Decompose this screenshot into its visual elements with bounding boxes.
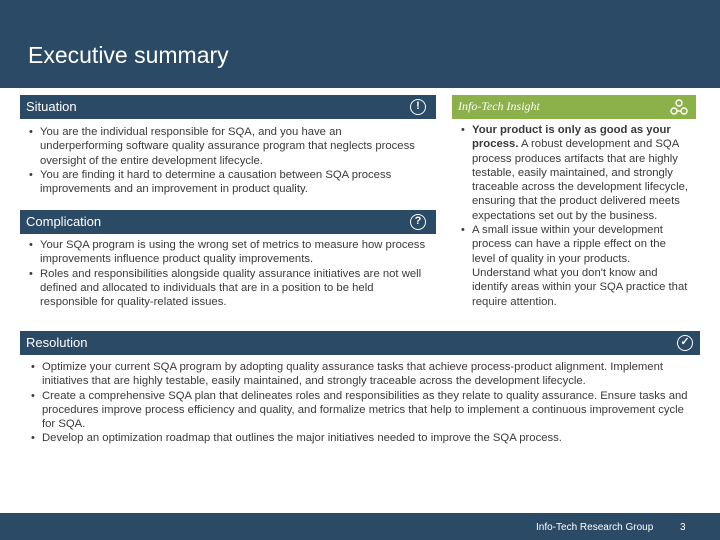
- question-icon: ?: [410, 214, 426, 230]
- insight-header: [452, 95, 696, 119]
- checkmark-icon: ✓: [677, 335, 693, 351]
- insight-heading: Info-Tech Insight: [458, 99, 540, 113]
- list-item: • Develop an optimization roadmap that outlines the major initiatives needed to improve the SQA process.: [28, 431, 693, 445]
- list-item: • Optimize your current SQA program by adopting quality assurance tasks that achieve process-product alignment. Implement initiatives that are highly testable, easily maintained, and strongly traceable across the development lifecycle.: [28, 360, 693, 389]
- resolution-header: [20, 331, 700, 355]
- insight-text: A small issue within your development process can have a ripple effect on the level of quality in your products. Understand what you don't know and identify areas within your SQA practice that require attention.: [472, 224, 688, 308]
- complication-heading: Complication: [26, 214, 102, 229]
- list-item: [458, 123, 690, 223]
- complication-header: [20, 210, 436, 234]
- slide-footer: [0, 513, 720, 540]
- resolution-list: [28, 360, 693, 446]
- insight-emphasis: Your product is only as good as your process.: [472, 124, 671, 151]
- slide-title: Executive summary: [28, 42, 229, 68]
- situation-heading: Situation: [26, 99, 77, 114]
- resolution-heading: Resolution: [26, 335, 88, 350]
- insight-list: [458, 123, 690, 309]
- situation-list: [26, 125, 426, 196]
- slide-header: [0, 0, 720, 88]
- list-item: [458, 223, 690, 309]
- list-item: • Roles and responsibilities alongside quality assurance initiatives are not well defined and allocated to individuals that are in a position to be held responsible for quality-related issues.: [26, 267, 428, 310]
- network-icon: [670, 98, 688, 116]
- list-item: • You are finding it hard to determine a causation between SQA process improvements and an improvement in product quality.: [26, 168, 426, 197]
- insight-text: A robust development and SQA process produces artifacts that are highly testable, easily maintained, and strongly traceable across the development lifecycle, ensuring that the product delivered meets expectations set out by the business.: [472, 138, 689, 222]
- situation-header: [20, 95, 436, 119]
- footer-organization: Info-Tech Research Group: [536, 522, 654, 533]
- list-item: • Create a comprehensive SQA plan that delineates roles and responsibilities as they relate to quality assurance. Ensure tasks and procedures improve process efficiency and quality, and formalize metrics that help to implement a continuous improvement cycle for SQA.: [28, 389, 693, 432]
- complication-list: [26, 238, 428, 309]
- page-number: 3: [680, 522, 686, 533]
- info-icon: !: [410, 99, 426, 115]
- list-item: • You are the individual responsible for SQA, and you have an underperforming software quality assurance program that neglects process oversight of the entire development lifecycle.: [26, 125, 426, 168]
- list-item: • Your SQA program is using the wrong set of metrics to measure how process improvements influence product quality improvements.: [26, 238, 428, 267]
